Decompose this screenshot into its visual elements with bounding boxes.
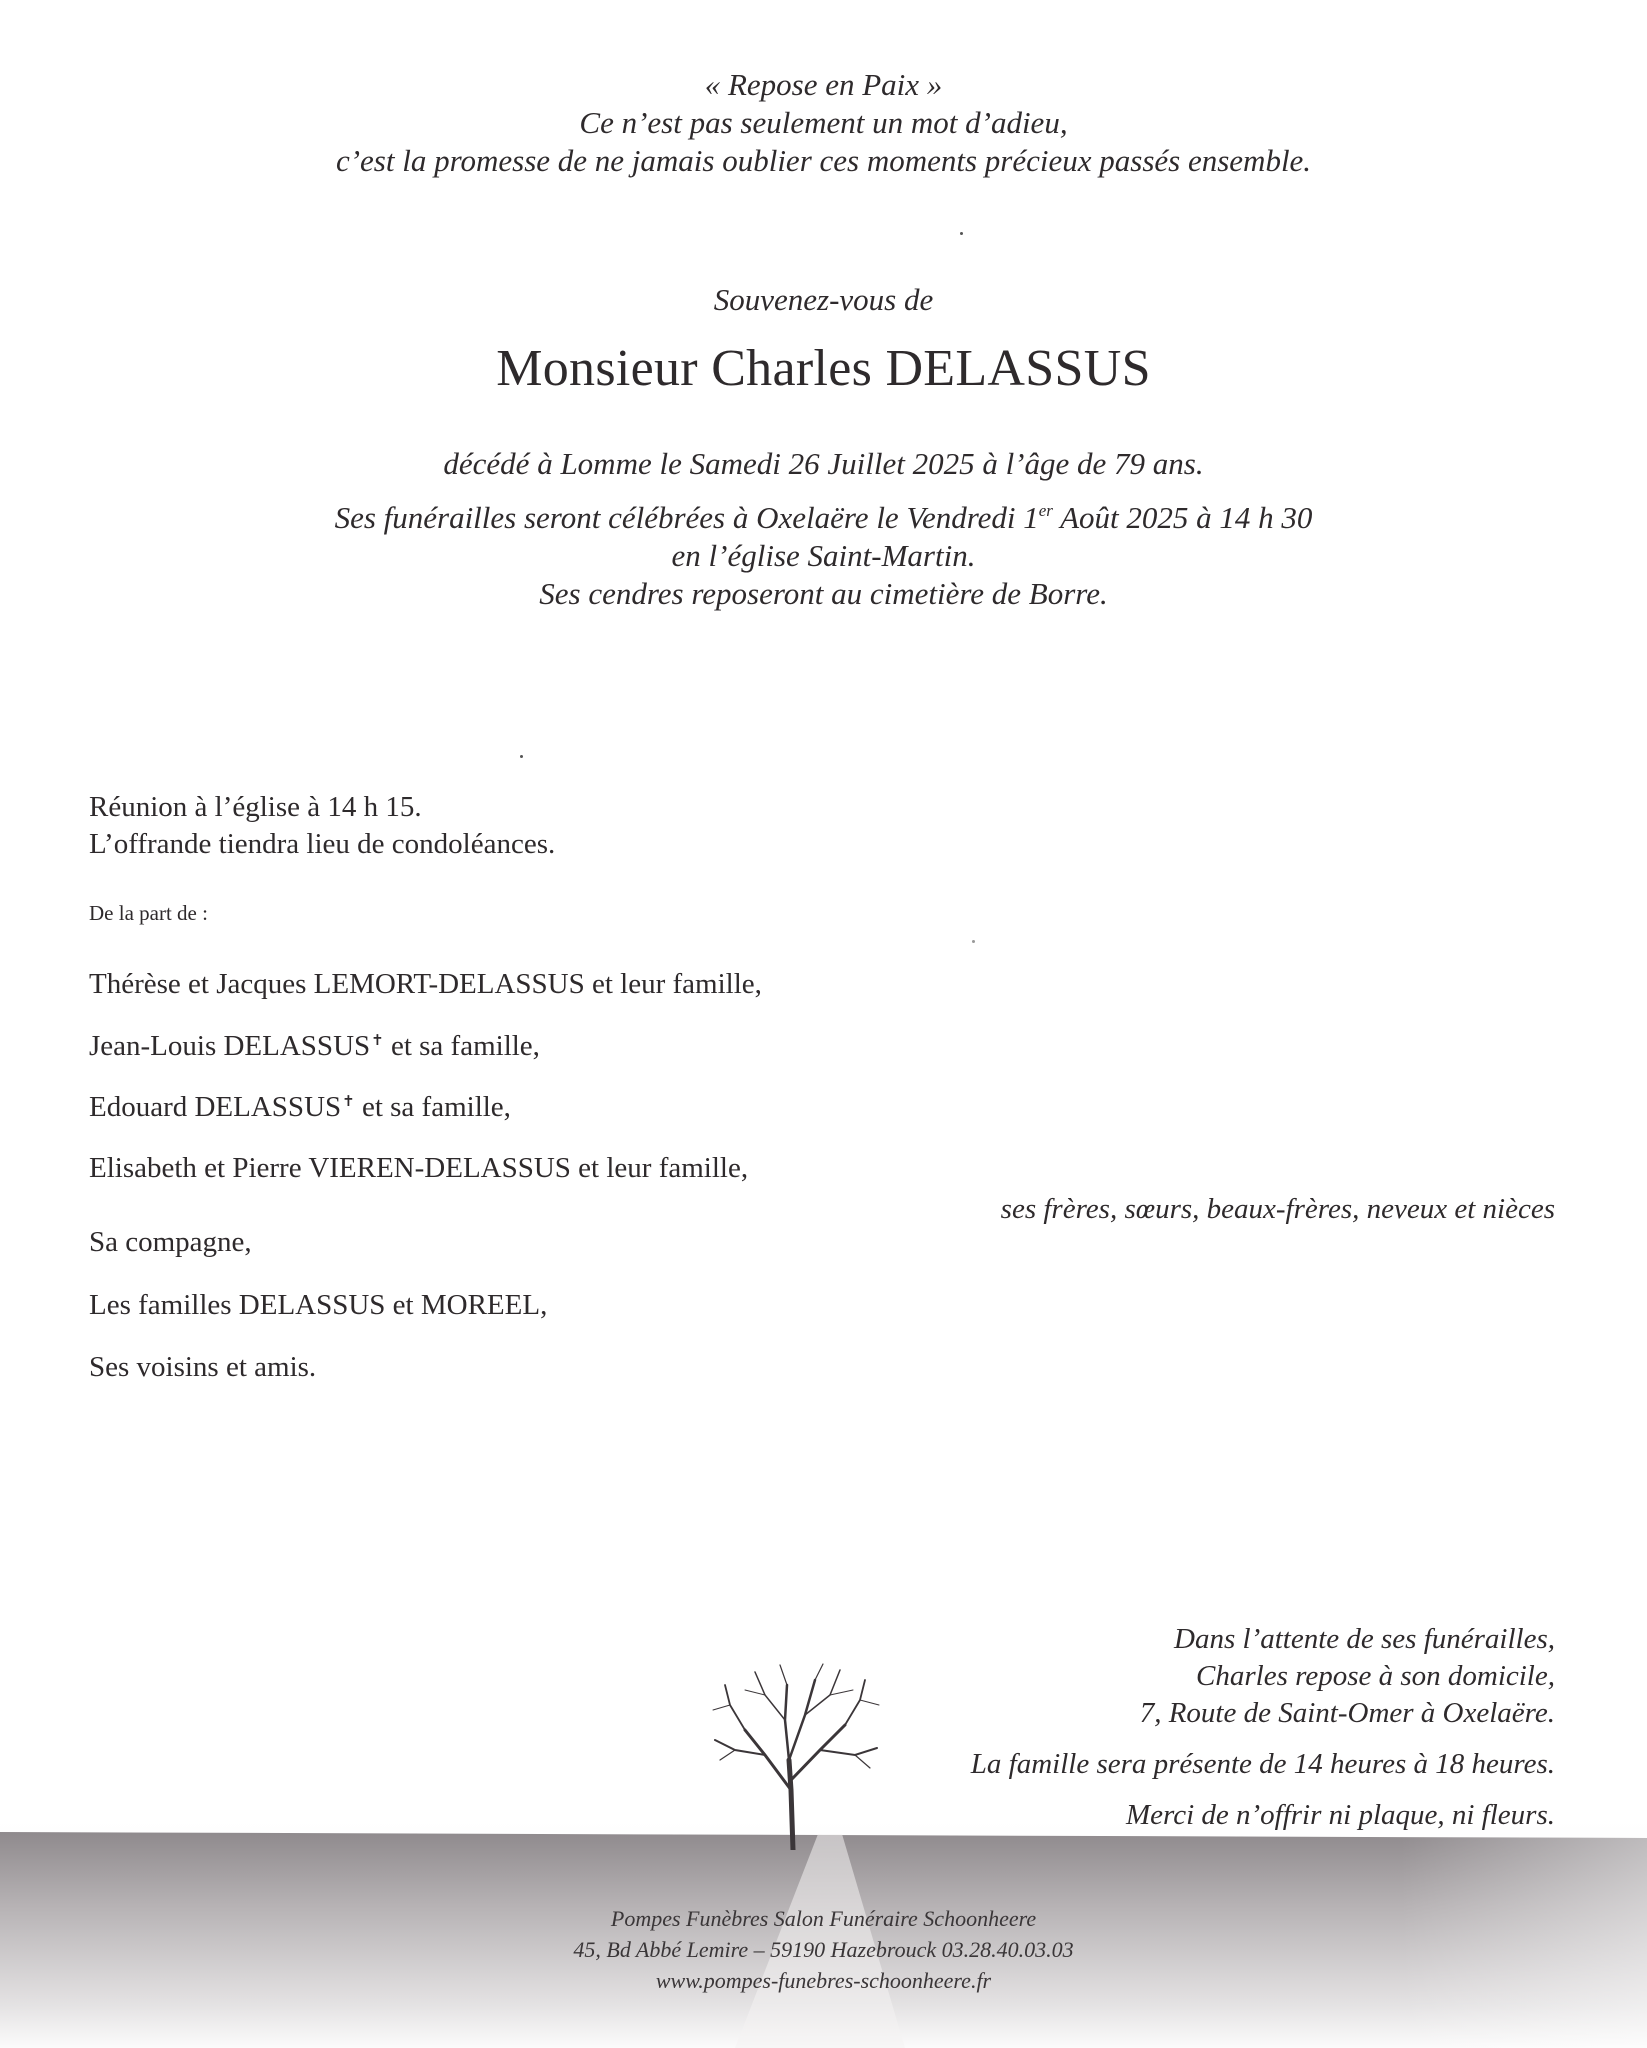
funeral-time-text: Août 2025 à 14 h 30: [1052, 500, 1313, 535]
cross-icon: ✝: [371, 1033, 384, 1049]
cross-icon: ✝: [342, 1094, 355, 1110]
wake-address: 7, Route de Saint-Omer à Oxelaëre.: [1139, 1697, 1555, 1729]
quote-line: Ce n’est pas seulement un mot d’adieu,: [579, 105, 1068, 140]
opening-quote: [0, 66, 1647, 180]
scan-speck: [972, 940, 975, 943]
relation-label: ses frères, sœurs, beaux-frères, neveux et nièces: [1000, 1193, 1555, 1225]
family-member: Les familles DELASSUS et MOREEL,: [89, 1289, 548, 1321]
family-member: Sa compagne,: [89, 1226, 252, 1258]
family-member-name: Jean-Louis DELASSUS: [89, 1030, 371, 1062]
church-line: en l’église Saint-Martin.: [671, 538, 976, 573]
family-member: [89, 1030, 540, 1063]
intro-text: Souvenez-vous de: [713, 282, 934, 317]
family-member-rest: et sa famille,: [354, 1091, 511, 1123]
cemetery-line: Ses cendres reposeront au cimetière de Borre.: [539, 576, 1108, 611]
scan-speck: [520, 755, 523, 758]
funeral-date-text: Ses funérailles seront célébrées à Oxelaëre le Vendredi 1: [334, 500, 1039, 535]
meeting-time: Réunion à l’église à 14 h 15.: [89, 791, 422, 823]
wake-line: Dans l’attente de ses funérailles,: [1174, 1623, 1555, 1655]
company-name: Pompes Funèbres Salon Funéraire Schoonheere: [610, 1906, 1037, 1931]
from-label: De la part de :: [89, 901, 208, 925]
quote-title: « Repose en Paix »: [704, 67, 943, 102]
family-member: Elisabeth et Pierre VIEREN-DELASSUS et leur famille,: [89, 1152, 749, 1184]
funeral-date-line: [0, 499, 1647, 537]
meeting-info: [89, 789, 555, 863]
funeral-home-footer: [0, 1903, 1647, 1996]
condolences-note: L’offrande tiendra lieu de condoléances.: [89, 828, 556, 860]
death-details: décédé à Lomme le Samedi 26 Juillet 2025 à l’âge de 79 ans.: [443, 446, 1204, 481]
presence-hours: La famille sera présente de 14 heures à 18 heures.: [970, 1748, 1555, 1780]
family-member-rest: et sa famille,: [383, 1030, 540, 1062]
family-member: Thérèse et Jacques LEMORT-DELASSUS et leur famille,: [89, 968, 762, 1000]
company-website: www.pompes-funebres-schoonheere.fr: [655, 1968, 992, 1993]
family-member: Ses voisins et amis.: [89, 1351, 317, 1383]
company-address: 45, Bd Abbé Lemire – 59190 Hazebrouck 03.28.40.03.03: [573, 1937, 1074, 1962]
quote-line: c’est la promesse de ne jamais oublier ces moments précieux passés ensemble.: [335, 143, 1312, 178]
ordinal-suffix: er: [1038, 501, 1053, 520]
wake-line: Charles repose à son domicile,: [1196, 1660, 1555, 1692]
tree-icon: [705, 1660, 885, 1850]
family-member: [89, 1091, 511, 1124]
family-member-name: Edouard DELASSUS: [89, 1091, 342, 1123]
no-flowers-note: Merci de n’offrir ni plaque, ni fleurs.: [1125, 1799, 1555, 1831]
funeral-details: [0, 499, 1647, 613]
deceased-name: Monsieur Charles DELASSUS: [496, 340, 1151, 397]
scan-speck: [960, 232, 963, 235]
wake-info: [1140, 1621, 1555, 1732]
